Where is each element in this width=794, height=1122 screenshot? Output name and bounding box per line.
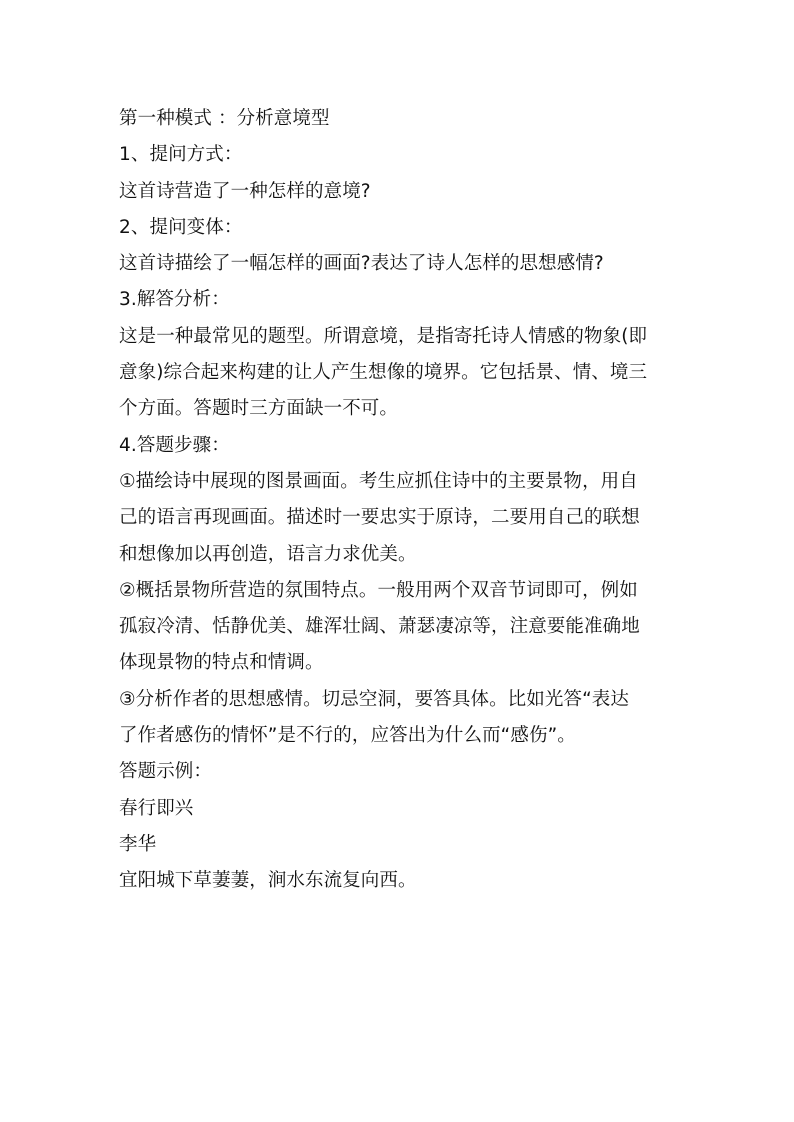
item-3-line: 意象)综合起来构建的让人产生想像的境界。它包括景、情、境三: [119, 362, 648, 384]
item-2-text: 这首诗描绘了一幅怎样的画面?表达了诗人怎样的思想感情?: [119, 253, 604, 275]
item-3-title: 3.解答分析：: [119, 289, 230, 311]
poem-title: 春行即兴: [119, 797, 194, 819]
item-4-title: 4.答题步骤：: [119, 434, 230, 456]
item-1-text: 这首诗营造了一种怎样的意境?: [119, 180, 371, 202]
step-2-line: ②概括景物所营造的氛围特点。一般用两个双音节词即可，例如: [119, 579, 638, 601]
item-2-title: 2、提问变体：: [119, 216, 243, 238]
item-3-line: 个方面。答题时三方面缺一不可。: [119, 398, 399, 420]
step-2-line: 体现景物的特点和情调。: [119, 652, 324, 674]
step-2-line: 孤寂冷清、恬静优美、雄浑壮阔、萧瑟凄凉等，注意要能准确地: [119, 616, 640, 638]
poem-author: 李华: [119, 833, 157, 855]
document-body: [119, 101, 684, 900]
item-3-line: 这是一种最常见的题型。所谓意境，是指寄托诗人情感的物象(即: [119, 325, 648, 347]
step-1-line: ①描绘诗中展现的图景画面。考生应抓住诗中的主要景物，用自: [119, 470, 638, 492]
poem-line: 宜阳城下草萋萋，涧水东流复向西。: [119, 870, 417, 892]
section-heading: 第一种模式 ：分析意境型: [119, 108, 330, 129]
step-1-line: 己的语言再现画面。描述时一要忠实于原诗，二要用自己的联想: [119, 507, 640, 529]
step-3-line: 了作者感伤的情怀”是不行的，应答出为什么而“感伤”。: [119, 725, 576, 747]
example-label: 答题示例：: [119, 761, 213, 783]
item-1-title: 1、提问方式：: [119, 144, 243, 166]
step-3-line: ③分析作者的思想感情。切忌空洞，要答具体。比如光答“表达: [119, 688, 629, 710]
step-1-line: 和想像加以再创造，语言力求优美。: [119, 543, 417, 565]
